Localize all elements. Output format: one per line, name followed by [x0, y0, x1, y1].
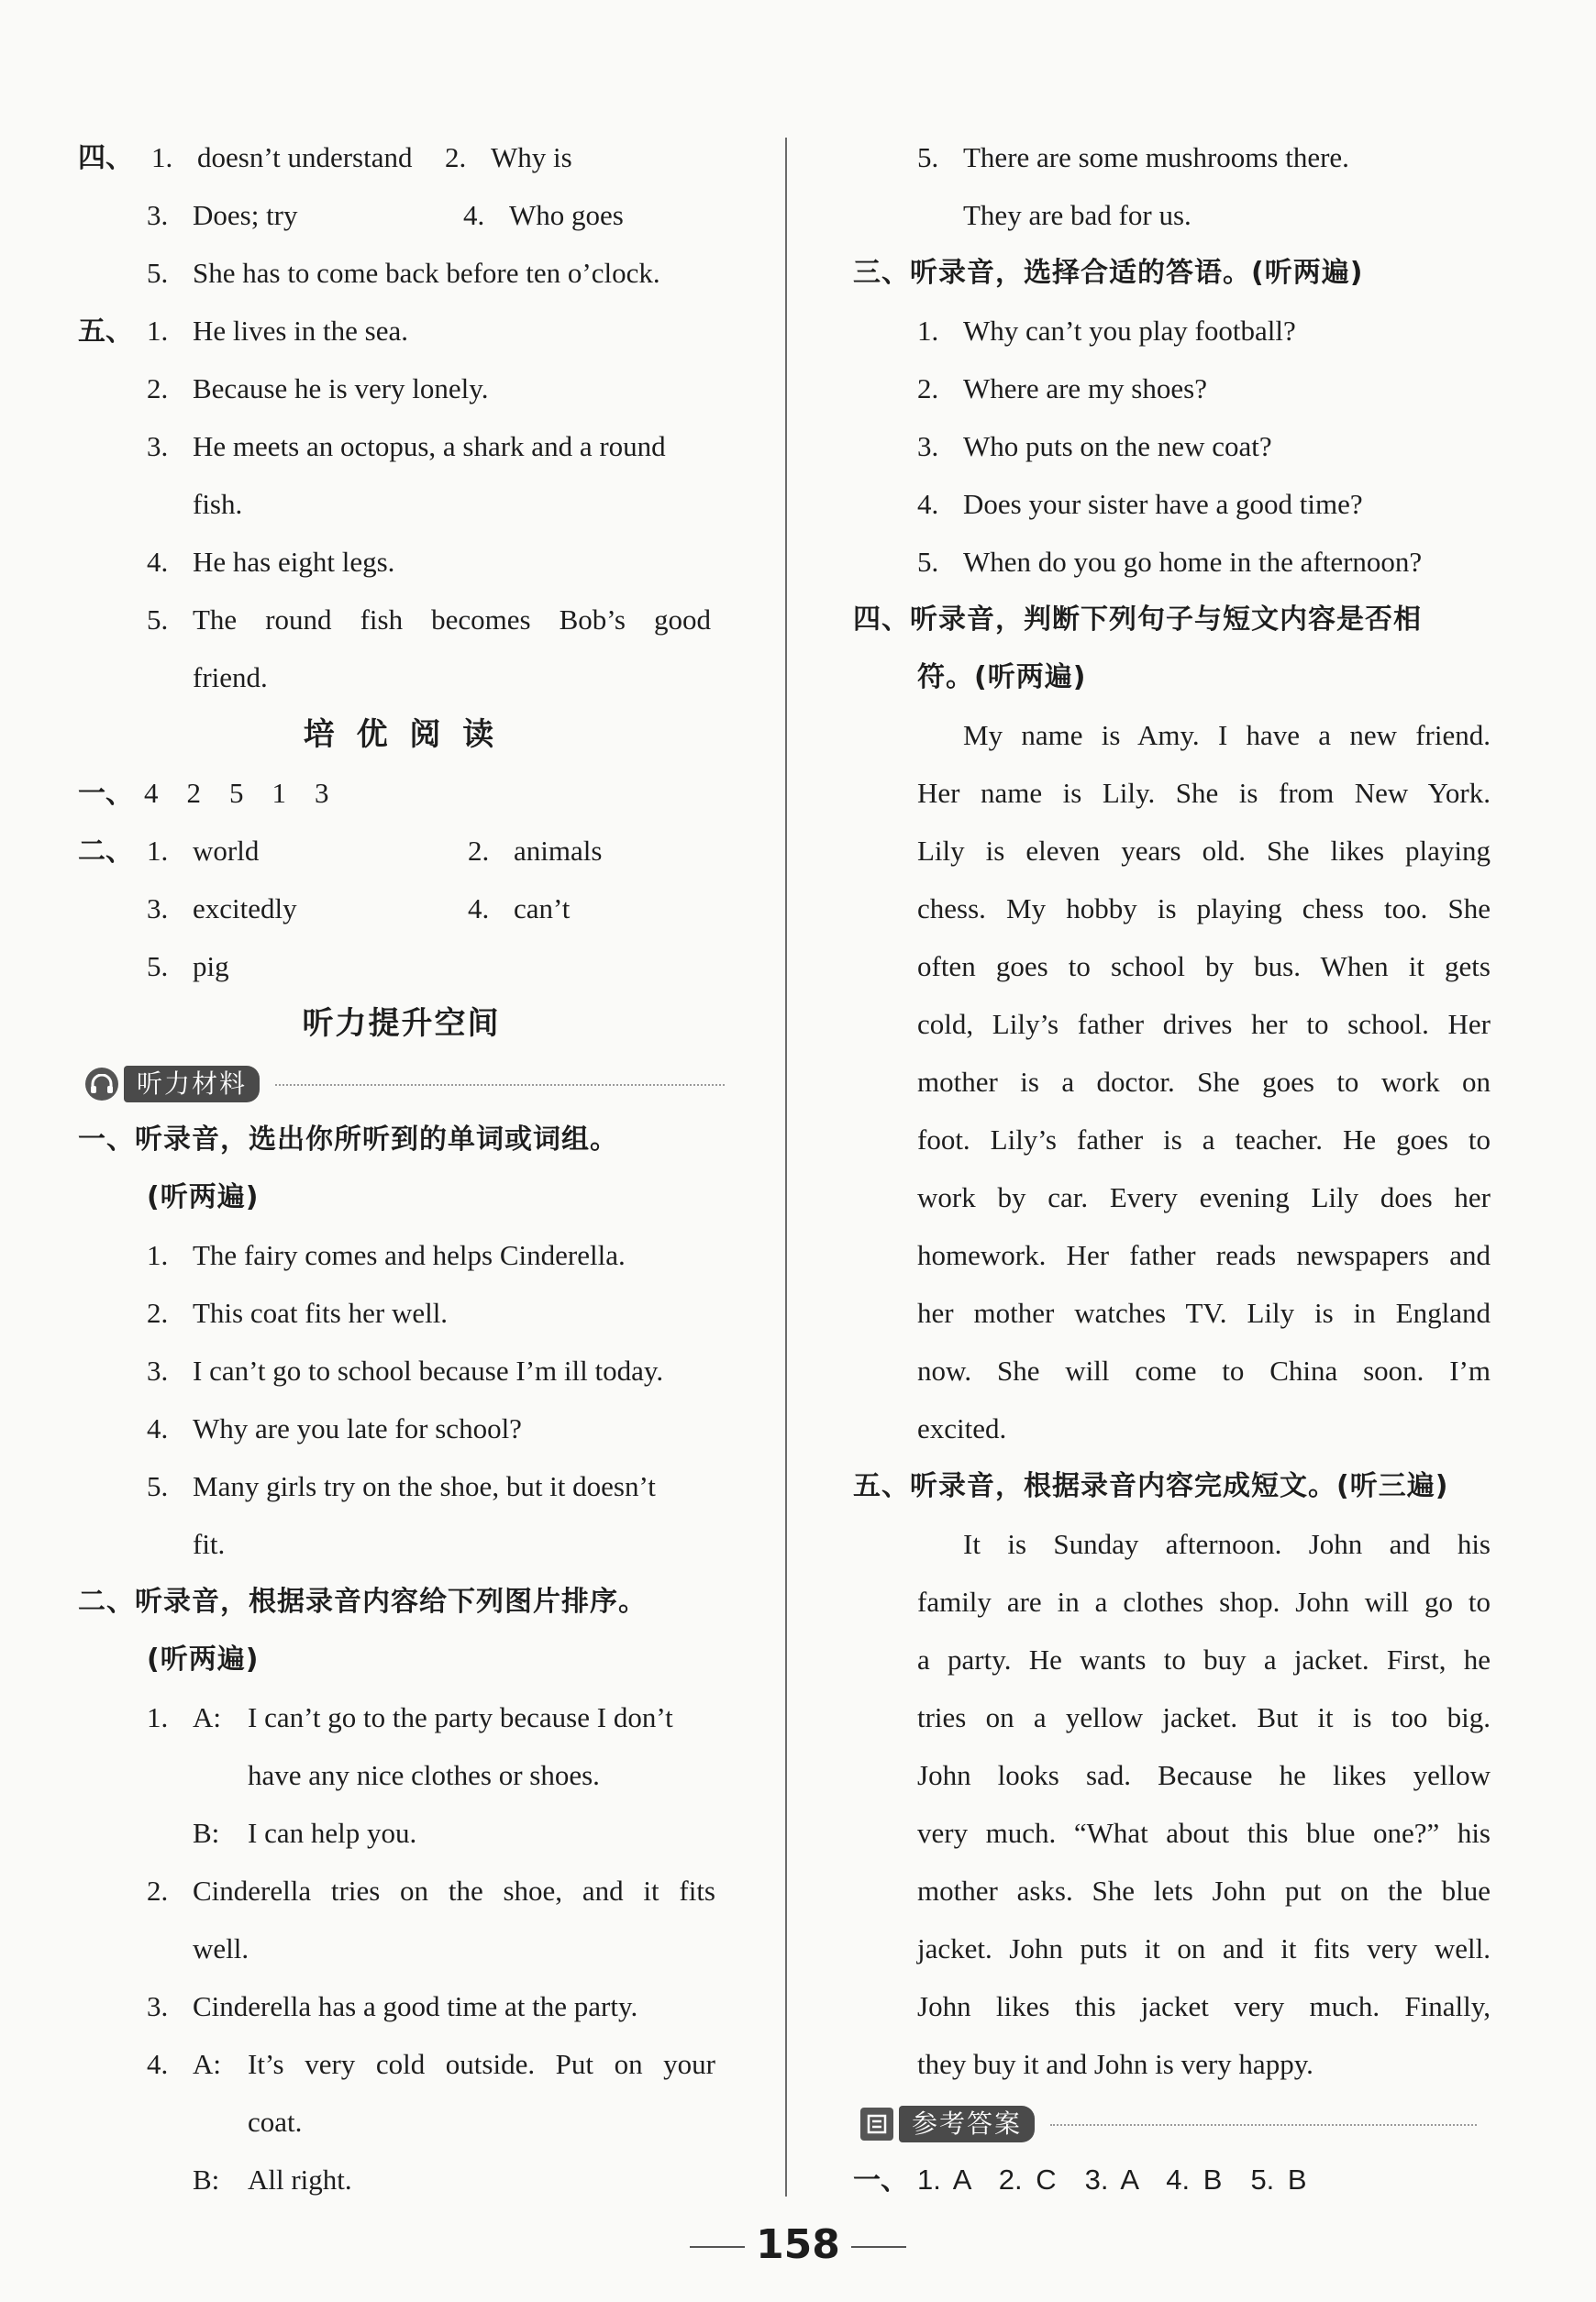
question-subheading: (听两遍) — [147, 1181, 260, 1213]
passage-john — [853, 1515, 1491, 2093]
transcript-line: 2. This coat fits her well. — [147, 1297, 449, 1329]
book-icon — [860, 2108, 893, 2141]
answer-row: fish. — [193, 488, 243, 520]
passage-line: It is Sunday afternoon. John and his — [963, 1528, 1491, 1560]
transcript-line: have any nice clothes or shoes. — [248, 1759, 600, 1791]
transcript-line: 3. I can’t go to school because I’m ill today. — [147, 1355, 664, 1387]
answer-label: 参考答案 — [899, 2106, 1035, 2142]
transcript-line: 4. Does your sister have a good time? — [917, 488, 1363, 520]
answer-tag-row — [853, 2093, 1491, 2151]
question-heading: 四、听录音，判断下列句子与短文内容是否相 — [853, 603, 1422, 636]
transcript-line: B: I can help you. — [193, 1817, 417, 1849]
passage-amy — [853, 706, 1491, 1457]
section-mark: 二、 — [78, 836, 133, 868]
passage-line: often goes to school by bus. When it gets — [917, 950, 1491, 982]
transcript-line: They are bad for us. — [963, 199, 1191, 231]
passage-line: Lily is eleven years old. She likes playing — [917, 835, 1491, 867]
transcript-line: well. — [193, 1932, 249, 1964]
question-heading: 二、听录音，根据录音内容给下列图片排序。 — [78, 1586, 647, 1618]
transcript-line: 3. Cinderella has a good time at the party. — [147, 1990, 638, 2022]
transcript-line: 2. Cinderella tries on the shoe, and it fits — [147, 1875, 715, 1907]
transcript-line: 1. The fairy comes and helps Cinderella. — [147, 1239, 626, 1271]
answer-row: 二、 1. world 2. animals — [78, 822, 725, 880]
passage-line: mother is a doctor. She goes to work on — [917, 1066, 1491, 1098]
passage-line: now. She will come to China soon. I’m — [917, 1355, 1491, 1387]
passage-line: John likes this jacket very much. Finally, — [917, 1990, 1491, 2022]
answer-row: 3. Does; try 4. Who goes — [147, 199, 624, 231]
question-heading: 三、听录音，选择合适的答语。(听两遍) — [853, 257, 1364, 289]
dash-right — [851, 2246, 906, 2248]
passage-line: chess. My hobby is playing chess too. She — [917, 892, 1491, 924]
answer-row: 一、 4 2 5 1 3 — [78, 764, 725, 822]
passage-line: cold, Lily’s father drives her to school. Her — [917, 1008, 1491, 1040]
transcript-line: fit. — [193, 1528, 226, 1560]
transcript-line: 2. Where are my shoes? — [917, 372, 1207, 404]
listening-material-tag-row — [78, 1053, 725, 1111]
passage-line: mother asks. She lets John put on the blue — [917, 1875, 1491, 1907]
answer-row: 四、 1. doesn’t understand 2. Why is — [78, 128, 725, 186]
section-mark: 一、 — [853, 2164, 908, 2197]
dash-left — [690, 2246, 745, 2248]
transcript-line: 5. Many girls try on the shoe, but it doesn’t — [147, 1470, 656, 1502]
transcript-line: B: All right. — [193, 2164, 352, 2196]
transcript-line: coat. — [248, 2106, 303, 2138]
answer-row: 4. He has eight legs. — [147, 546, 395, 578]
passage-line: they buy it and John is very happy. — [917, 2048, 1313, 2080]
listening-section-title: 听力提升空间 — [302, 1005, 501, 1042]
transcript-line: 4. A: It’s very cold outside. Put on your — [147, 2048, 715, 2080]
passage-line: family are in a clothes shop. John will go to — [917, 1586, 1491, 1618]
answer-row: 3. He meets an octopus, a shark and a round — [147, 430, 666, 462]
passage-line: her mother watches TV. Lily is in England — [917, 1297, 1491, 1329]
passage-line: a party. He wants to buy a jacket. First, he — [917, 1643, 1491, 1676]
answer-row: 5. The round fish becomes Bob’s good — [147, 603, 711, 636]
passage-line: John looks sad. Because he likes yellow — [917, 1759, 1491, 1791]
passage-line: Her name is Lily. She is from New York. — [917, 777, 1491, 809]
transcript-line: 5. There are some mushrooms there. — [917, 141, 1349, 173]
transcript-line: 3. Who puts on the new coat? — [917, 430, 1272, 462]
passage-line: My name is Amy. I have a new friend. — [963, 719, 1491, 751]
reading-section-title: 培 优 阅 读 — [303, 716, 500, 753]
question-subheading: (听两遍) — [147, 1643, 260, 1676]
question-heading: 一、听录音，选出你所听到的单词或词组。 — [78, 1123, 618, 1156]
section-mark: 四、 — [78, 142, 133, 174]
dotted-rule — [275, 1084, 725, 1086]
transcript-line: 1. Why can’t you play football? — [917, 315, 1296, 347]
passage-line: excited. — [917, 1412, 1007, 1444]
answer-row: 2. Because he is very lonely. — [147, 372, 489, 404]
listening-material-label: 听力材料 — [124, 1066, 260, 1102]
headphones-icon — [85, 1068, 118, 1101]
section-mark: 五、 — [78, 315, 133, 348]
question-subheading: 符。(听两遍) — [917, 661, 1087, 693]
transcript-line: 4. Why are you late for school? — [147, 1412, 522, 1444]
answer-row: 3. excitedly 4. can’t — [147, 892, 571, 924]
passage-line: homework. Her father reads newspapers and — [917, 1239, 1491, 1271]
answer-row: friend. — [193, 661, 268, 693]
passage-line: foot. Lily’s father is a teacher. He goes to — [917, 1123, 1491, 1156]
section-mark: 一、 — [78, 778, 133, 810]
passage-line: work by car. Every evening Lily does her — [917, 1181, 1491, 1213]
answer-tag — [860, 2106, 1035, 2142]
answer-row: 5. She has to come back before ten o’clock. — [147, 257, 660, 289]
answer-row: 一、 1. A 2. C 3. A 4. B 5. B — [853, 2151, 1491, 2208]
column-divider — [785, 138, 787, 2197]
transcript-line: 1. A: I can’t go to the party because I don’t — [147, 1701, 673, 1733]
dotted-rule — [1050, 2124, 1477, 2126]
passage-line: jacket. John puts it on and it fits very well. — [917, 1932, 1491, 1964]
passage-line: very much. “What about this blue one?” his — [917, 1817, 1491, 1849]
page-number: 158 — [0, 2221, 1596, 2268]
transcript-line: 5. When do you go home in the afternoon? — [917, 546, 1423, 578]
answer-row: 5. pig — [147, 950, 229, 982]
passage-line: tries on a yellow jacket. But it is too big. — [917, 1701, 1491, 1733]
right-column — [853, 128, 1491, 2208]
question-heading: 五、听录音，根据录音内容完成短文。(听三遍) — [853, 1470, 1449, 1502]
listening-material-tag — [85, 1066, 260, 1102]
answer-row: 五、 1. He lives in the sea. — [78, 302, 725, 360]
left-column — [78, 128, 725, 2208]
